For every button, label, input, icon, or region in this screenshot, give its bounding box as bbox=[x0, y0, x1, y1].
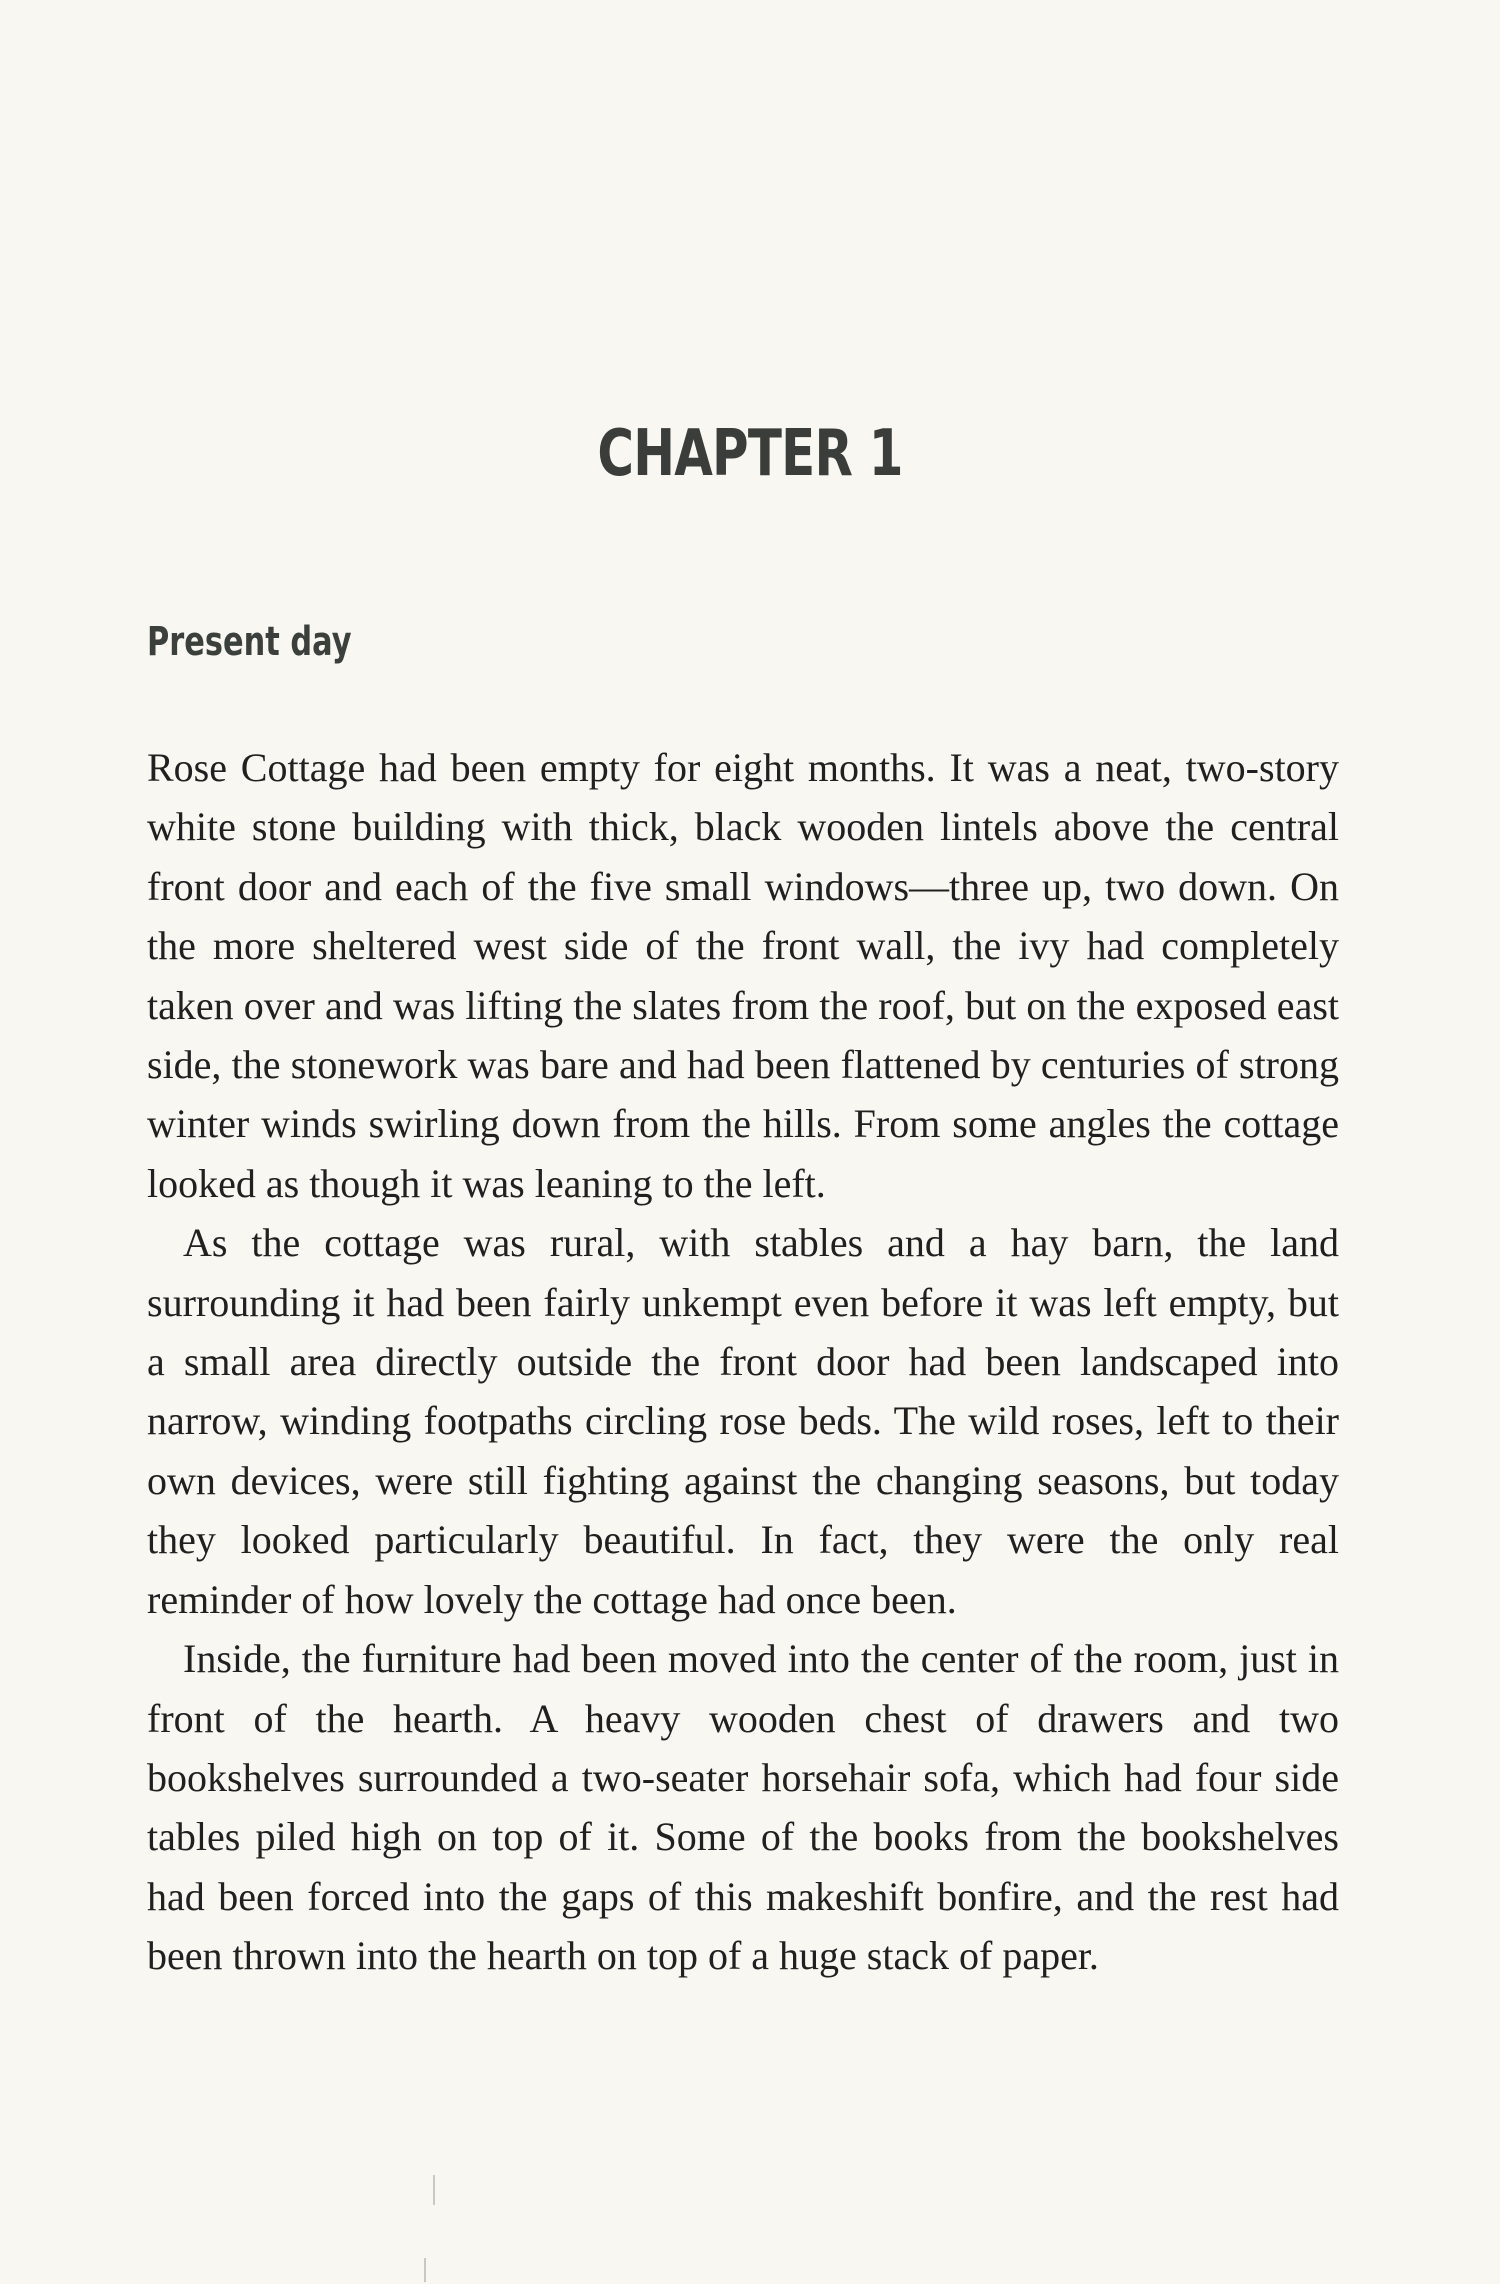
scan-mark bbox=[424, 2258, 426, 2282]
section-label: Present day bbox=[147, 619, 352, 665]
chapter-title: CHAPTER 1 bbox=[597, 417, 903, 491]
paragraph-3: Inside, the furniture had been moved into the center of the room, just in front of the hearth. A heavy wooden chest of drawers and two bookshelves surrounded a two-seater horsehair sofa, which had four side tables piled high on top of it. Some of the books from the bookshelves had been forced into the gaps of this makeshift bonfire, and the rest had been thrown into the hearth on top of a huge stack of paper. bbox=[147, 1636, 1339, 1979]
scan-mark bbox=[433, 2175, 435, 2205]
paragraph-2: As the cottage was rural, with stables and a hay barn, the land surrounding it had been fairly unkempt even before it was left empty, but a small area directly outside the front door had been landscaped into narrow, winding footpaths circling rose beds. The wild roses, left to their own devices, were still fighting against the changing seasons, but today they looked particularly beautiful. In fact, they were the only real reminder of how lovely the cottage had once been. bbox=[147, 1220, 1339, 1622]
paragraph-1: Rose Cottage had been empty for eight months. It was a neat, two-story white stone building with thick, black wooden lintels above the central front door and each of the five small windows—three up, two down. On the more sheltered west side of the front wall, the ivy had completely taken over and was lifting the slates from the roof, but on the exposed east side, the stonework was bare and had been flattened by centuries of strong winter winds swirling down from the hills. From some angles the cottage looked as though it was leaning to the left. bbox=[147, 745, 1339, 1206]
chapter-body bbox=[147, 738, 1339, 1986]
